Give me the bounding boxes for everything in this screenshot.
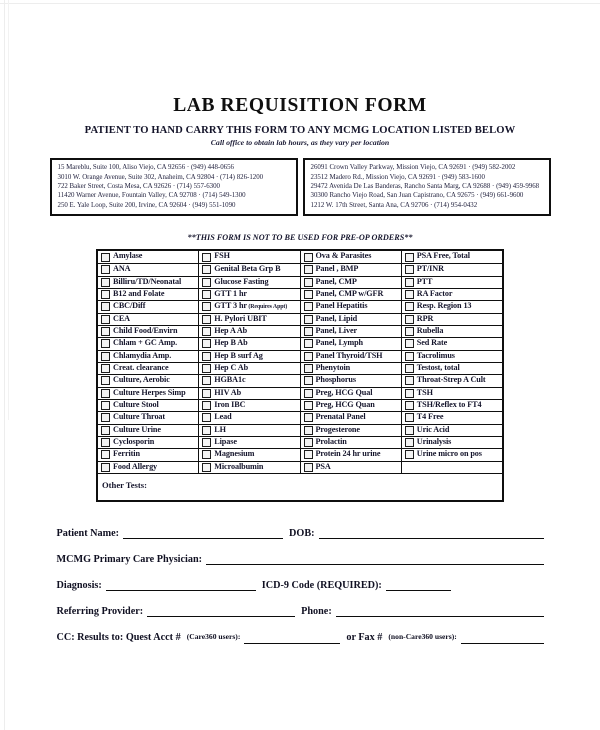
- test-item: [301, 288, 401, 300]
- test-label: Urinalysis: [416, 436, 452, 446]
- test-label: Phenytoin: [315, 362, 351, 372]
- location-line: 29472 Avenida De Las Banderas, Rancho Santa Marg, CA 92688 · (949) 459-9968: [310, 183, 540, 191]
- test-label: Testost, total: [416, 362, 460, 372]
- test-item: [301, 263, 401, 275]
- test-item: [199, 411, 299, 423]
- test-item: [402, 362, 502, 374]
- test-checkbox[interactable]: [405, 401, 414, 410]
- field-row-cc-results: [57, 628, 544, 644]
- test-label: Resp. Region 13: [416, 301, 472, 311]
- test-checkbox[interactable]: [202, 265, 211, 274]
- test-item: [301, 313, 401, 325]
- test-label: TSH: [416, 387, 433, 397]
- test-label: Panel, Lipid: [315, 313, 358, 323]
- test-item: [98, 461, 198, 473]
- test-label: Progesterone: [315, 424, 360, 434]
- test-checkbox[interactable]: [405, 278, 414, 287]
- diagnosis-label: Diagnosis:: [56, 579, 102, 591]
- test-item: [301, 325, 401, 337]
- test-checkbox[interactable]: [304, 278, 313, 287]
- test-item: [402, 276, 502, 288]
- test-item: [199, 424, 299, 436]
- test-checkbox[interactable]: [101, 450, 110, 459]
- test-checkbox[interactable]: [304, 413, 313, 422]
- page-edge-artifact-top: [0, 3, 600, 4]
- test-item: [301, 411, 401, 423]
- test-checkbox[interactable]: [101, 389, 110, 398]
- pcp-write-line[interactable]: [206, 549, 543, 565]
- test-checkbox[interactable]: [202, 426, 211, 435]
- test-label: Uric Acid: [416, 424, 450, 434]
- test-item: [402, 337, 502, 349]
- test-item: [199, 399, 299, 411]
- test-label: Throat-Strep A Cult: [416, 375, 486, 385]
- test-item: [301, 300, 401, 312]
- test-label: Child Food/Envirn: [113, 325, 178, 335]
- test-label: Panel , BMP: [315, 264, 359, 274]
- icd9-write-line[interactable]: [386, 575, 451, 591]
- test-checkbox[interactable]: [202, 327, 211, 336]
- test-checkbox[interactable]: [405, 426, 414, 435]
- test-label: Prenatal Panel: [315, 412, 366, 422]
- test-item: [301, 251, 401, 263]
- test-checkbox[interactable]: [202, 389, 211, 398]
- test-label: Ova & Parasites: [315, 251, 372, 261]
- test-item: [402, 448, 502, 460]
- test-checkbox[interactable]: [304, 426, 313, 435]
- test-item: [199, 461, 299, 473]
- test-checkbox[interactable]: [101, 438, 110, 447]
- test-item: [98, 251, 198, 263]
- test-item: [301, 276, 401, 288]
- test-label: Panel, CMP: [315, 276, 357, 286]
- test-checkbox[interactable]: [202, 278, 211, 287]
- test-checkbox[interactable]: [101, 364, 110, 373]
- test-checkbox[interactable]: [101, 426, 110, 435]
- tests-columns: [98, 251, 502, 473]
- test-checkbox[interactable]: [202, 376, 211, 385]
- test-label: H. Pylori UBIT: [214, 313, 267, 323]
- phone-label: Phone:: [301, 606, 332, 618]
- test-item: [402, 424, 502, 436]
- test-item: [98, 263, 198, 275]
- test-label: Protein 24 hr urine: [315, 449, 381, 459]
- test-label: Culture Stool: [113, 399, 159, 409]
- test-item: [301, 362, 401, 374]
- referring-provider-write-line[interactable]: [147, 601, 295, 617]
- test-label: HIV Ab: [214, 387, 242, 397]
- test-label: Urine micro on pos: [416, 449, 482, 459]
- referring-provider-label: Referring Provider:: [56, 606, 144, 618]
- test-item: [301, 387, 401, 399]
- test-label: Phosphorus: [315, 375, 356, 385]
- test-item: [402, 325, 502, 337]
- test-checkbox[interactable]: [101, 352, 110, 361]
- fax-write-line[interactable]: [461, 628, 544, 644]
- test-label: HGBA1c: [214, 375, 246, 385]
- test-label: Culture, Aerobic: [113, 375, 170, 385]
- test-checkbox[interactable]: [202, 438, 211, 447]
- test-label: Prolactin: [315, 436, 347, 446]
- hand-carry-instruction: PATIENT TO HAND CARRY THIS FORM TO ANY MCMG LOCATION LISTED BELOW: [84, 125, 516, 137]
- test-item: [402, 300, 502, 312]
- test-checkbox[interactable]: [405, 413, 414, 422]
- test-item: [98, 337, 198, 349]
- field-row-patient: [57, 523, 544, 539]
- test-label: CBC/Diff: [113, 301, 146, 311]
- dob-write-line[interactable]: [319, 523, 544, 539]
- test-checkbox[interactable]: [101, 401, 110, 410]
- test-item: [199, 263, 299, 275]
- test-checkbox[interactable]: [202, 315, 211, 324]
- test-item: [402, 313, 502, 325]
- test-label: Chlamydia Amp.: [113, 350, 172, 360]
- test-label: Creat. clearance: [113, 362, 169, 372]
- test-checkbox[interactable]: [405, 450, 414, 459]
- test-item: [98, 288, 198, 300]
- or-fax-label: or Fax #: [346, 632, 383, 644]
- test-label: Food Allergy: [113, 461, 158, 471]
- test-checkbox[interactable]: [101, 413, 110, 422]
- test-label: Panel, Lymph: [315, 338, 363, 348]
- test-item: [199, 325, 299, 337]
- test-item: [301, 399, 401, 411]
- test-checkbox[interactable]: [304, 450, 313, 459]
- test-checkbox[interactable]: [101, 463, 110, 472]
- test-label: Culture Urine: [113, 424, 161, 434]
- preop-warning: **THIS FORM IS NOT TO BE USED FOR PRE-OP ORDERS**: [187, 232, 413, 242]
- test-label: Iron IBC: [214, 399, 246, 409]
- dob-label: DOB:: [289, 527, 315, 539]
- test-item: [98, 424, 198, 436]
- test-item: [199, 387, 299, 399]
- test-label: GTT 3 hr (Requires Appt): [214, 300, 288, 310]
- test-label: Culture Herpes Simp: [113, 387, 186, 397]
- location-line: 15 Mareblu, Suite 100, Aliso Viejo, CA 92656 · (949) 448-0656: [57, 164, 234, 172]
- test-label: RPR: [416, 313, 434, 323]
- locations-box-left: [50, 158, 298, 215]
- test-checkbox[interactable]: [304, 302, 313, 311]
- test-label: Sed Rate: [416, 338, 448, 348]
- test-label: Preg, HCG Quan: [315, 399, 375, 409]
- location-line: 26091 Crown Valley Parkway, Mission Viejo, CA 92691 · (949) 582-2002: [310, 164, 516, 172]
- test-item: [402, 350, 502, 362]
- test-checkbox[interactable]: [405, 302, 414, 311]
- test-item: [199, 251, 299, 263]
- test-label: LH: [214, 424, 226, 434]
- test-checkbox[interactable]: [101, 315, 110, 324]
- test-label: Cyclosporin: [113, 436, 155, 446]
- test-label: GTT 1 hr: [214, 288, 247, 298]
- test-item: [402, 399, 502, 411]
- test-item: [301, 448, 401, 460]
- test-checkbox[interactable]: [304, 327, 313, 336]
- test-checkbox[interactable]: [304, 401, 313, 410]
- test-checkbox[interactable]: [202, 339, 211, 348]
- test-item: [199, 362, 299, 374]
- test-checkbox[interactable]: [405, 327, 414, 336]
- test-checkbox[interactable]: [101, 290, 110, 299]
- test-item: [98, 387, 198, 399]
- test-label: PSA: [315, 461, 331, 471]
- field-row-diagnosis: [57, 575, 544, 591]
- test-label: B12 and Folate: [113, 288, 165, 298]
- test-item: [98, 300, 198, 312]
- non-care360-users-label: (non-Care360 users):: [388, 632, 457, 642]
- test-label: Genital Beta Grp B: [214, 264, 281, 274]
- test-checkbox[interactable]: [405, 265, 414, 274]
- tests-column-3: [300, 251, 401, 473]
- diagnosis-write-line[interactable]: [106, 575, 256, 591]
- test-checkbox[interactable]: [101, 376, 110, 385]
- lab-hours-note: Call office to obtain lab hours, as they vary per location: [210, 138, 390, 148]
- test-item: [98, 448, 198, 460]
- location-line: 30300 Rancho Viejo Road, San Juan Capistrano, CA 92675 · (949) 661-9600: [310, 192, 524, 200]
- test-label: Billiru/TD/Neonatal: [113, 276, 182, 286]
- locations-box-right: [303, 158, 551, 215]
- test-checkbox[interactable]: [405, 253, 414, 262]
- test-label: Glucose Fasting: [214, 276, 269, 286]
- test-item: [98, 313, 198, 325]
- test-label: Hep B Ab: [214, 338, 248, 348]
- test-label: Panel Thyroid/TSH: [315, 350, 383, 360]
- patient-name-write-line[interactable]: [123, 523, 283, 539]
- test-item: [301, 436, 401, 448]
- location-line: 23512 Madero Rd., Mission Viejo, CA 92691 · (949) 583-1600: [310, 173, 485, 181]
- locations-section: [50, 158, 551, 215]
- test-checkbox[interactable]: [304, 253, 313, 262]
- cc-results-label: CC: Results to: Quest Acct #: [56, 632, 181, 644]
- test-checkbox[interactable]: [304, 339, 313, 348]
- test-checkbox[interactable]: [202, 364, 211, 373]
- tests-column-1: [98, 251, 198, 473]
- test-label: PTT: [416, 276, 433, 286]
- test-item: [301, 424, 401, 436]
- test-label: PT/INR: [416, 264, 444, 274]
- test-checkbox[interactable]: [304, 352, 313, 361]
- test-label: Panel, CMP w/GFR: [315, 288, 384, 298]
- test-item: [199, 300, 299, 312]
- test-item: [199, 276, 299, 288]
- tests-checklist-table: [96, 249, 504, 502]
- icd9-label: ICD-9 Code (REQUIRED):: [261, 579, 382, 591]
- test-label: T4 Free: [416, 412, 444, 422]
- patient-name-label: Patient Name:: [56, 527, 120, 539]
- test-item: [199, 448, 299, 460]
- test-item: [402, 263, 502, 275]
- test-item: [301, 350, 401, 362]
- test-checkbox[interactable]: [304, 389, 313, 398]
- test-label: FSH: [214, 251, 230, 261]
- test-label: ANA: [113, 264, 131, 274]
- test-label: RA Factor: [416, 288, 453, 298]
- test-checkbox[interactable]: [101, 253, 110, 262]
- test-item: [199, 374, 299, 386]
- test-label: Lead: [214, 412, 232, 422]
- test-label: Rubella: [416, 325, 444, 335]
- test-checkbox[interactable]: [304, 265, 313, 274]
- test-item: [98, 362, 198, 374]
- test-checkbox[interactable]: [304, 376, 313, 385]
- tests-column-4: [401, 251, 502, 473]
- test-item: [402, 374, 502, 386]
- test-label: Hep C Ab: [214, 362, 249, 372]
- field-row-referring: [57, 601, 544, 617]
- test-label: TSH/Reflex to FT4: [416, 399, 482, 409]
- pcp-label: MCMG Primary Care Physician:: [56, 553, 203, 565]
- test-checkbox[interactable]: [202, 401, 211, 410]
- test-checkbox[interactable]: [101, 302, 110, 311]
- form-title: LAB REQUISITION FORM: [173, 95, 427, 116]
- test-label: CEA: [113, 313, 130, 323]
- test-checkbox[interactable]: [405, 290, 414, 299]
- test-checkbox[interactable]: [405, 438, 414, 447]
- test-checkbox[interactable]: [405, 389, 414, 398]
- test-checkbox[interactable]: [202, 352, 211, 361]
- test-checkbox[interactable]: [202, 450, 211, 459]
- quest-acct-write-line[interactable]: [244, 628, 340, 644]
- test-label: Hep B surf Ag: [214, 350, 263, 360]
- test-checkbox[interactable]: [405, 315, 414, 324]
- test-checkbox[interactable]: [304, 290, 313, 299]
- location-line: 250 E. Yale Loop, Suite 200, Irvine, CA 92604 · (949) 551-1090: [57, 201, 236, 209]
- test-item: [98, 374, 198, 386]
- test-checkbox[interactable]: [202, 413, 211, 422]
- test-checkbox[interactable]: [405, 376, 414, 385]
- care360-users-label: (Care360 users):: [186, 632, 241, 642]
- test-checkbox[interactable]: [101, 265, 110, 274]
- test-checkbox[interactable]: [304, 463, 313, 472]
- location-line: 1212 W. 17th Street, Santa Ana, CA 92706 · (714) 954-0432: [310, 201, 478, 209]
- test-label-note: (Requires Appt): [246, 303, 288, 310]
- test-item: [301, 461, 401, 473]
- patient-info-fields: [57, 523, 544, 644]
- field-row-pcp: [57, 549, 544, 565]
- test-checkbox[interactable]: [101, 278, 110, 287]
- test-label: Magnesium: [214, 449, 255, 459]
- other-tests-label: Other Tests:: [102, 479, 147, 490]
- test-label: Amylase: [113, 251, 143, 261]
- test-item: [402, 251, 502, 263]
- test-label: Culture Throat: [113, 412, 166, 422]
- test-item: [402, 436, 502, 448]
- test-item: [98, 350, 198, 362]
- test-label: Microalbumin: [214, 461, 264, 471]
- test-checkbox[interactable]: [202, 463, 211, 472]
- test-checkbox[interactable]: [405, 364, 414, 373]
- test-label: Hep A Ab: [214, 325, 248, 335]
- tests-column-2: [198, 251, 299, 473]
- test-item: [199, 313, 299, 325]
- test-item: [98, 325, 198, 337]
- test-checkbox[interactable]: [304, 315, 313, 324]
- test-item: [402, 461, 502, 473]
- test-item: [199, 436, 299, 448]
- test-checkbox[interactable]: [202, 302, 211, 311]
- test-item: [199, 337, 299, 349]
- test-item: [98, 399, 198, 411]
- location-line: 3010 W. Orange Avenue, Suite 302, Anaheim, CA 92804 · (714) 826-1200: [57, 173, 264, 181]
- test-checkbox[interactable]: [101, 327, 110, 336]
- phone-write-line[interactable]: [336, 601, 544, 617]
- test-item: [98, 276, 198, 288]
- location-line: 722 Baker Street, Costa Mesa, CA 92626 · (714) 557-6300: [57, 183, 220, 191]
- test-label: Panel, Liver: [315, 325, 358, 335]
- other-tests-row[interactable]: [98, 473, 502, 500]
- test-label: PSA Free, Total: [416, 251, 470, 261]
- page-edge-artifact-left: [4, 0, 5, 730]
- test-label: Lipase: [214, 436, 237, 446]
- test-checkbox[interactable]: [304, 364, 313, 373]
- test-item: [301, 337, 401, 349]
- test-item: [301, 374, 401, 386]
- test-item: [402, 387, 502, 399]
- test-item: [199, 350, 299, 362]
- test-checkbox[interactable]: [405, 339, 414, 348]
- test-item: [98, 411, 198, 423]
- test-label: Ferritin: [113, 449, 140, 459]
- test-item: [98, 436, 198, 448]
- test-label: Chlam + GC Amp.: [113, 338, 178, 348]
- test-label: Panel Hepatitis: [315, 301, 368, 311]
- test-checkbox[interactable]: [405, 352, 414, 361]
- location-line: 11420 Warner Avenue, Fountain Valley, CA 92708 · (714) 549-1300: [57, 192, 246, 200]
- test-checkbox[interactable]: [304, 438, 313, 447]
- test-checkbox[interactable]: [101, 339, 110, 348]
- test-item: [402, 288, 502, 300]
- test-label: Preg, HCG Qual: [315, 387, 373, 397]
- test-item: [402, 411, 502, 423]
- test-checkbox[interactable]: [202, 253, 211, 262]
- test-label: Tacrolimus: [416, 350, 455, 360]
- test-checkbox[interactable]: [202, 290, 211, 299]
- page-edge-artifact-left2: [8, 0, 9, 420]
- test-item: [199, 288, 299, 300]
